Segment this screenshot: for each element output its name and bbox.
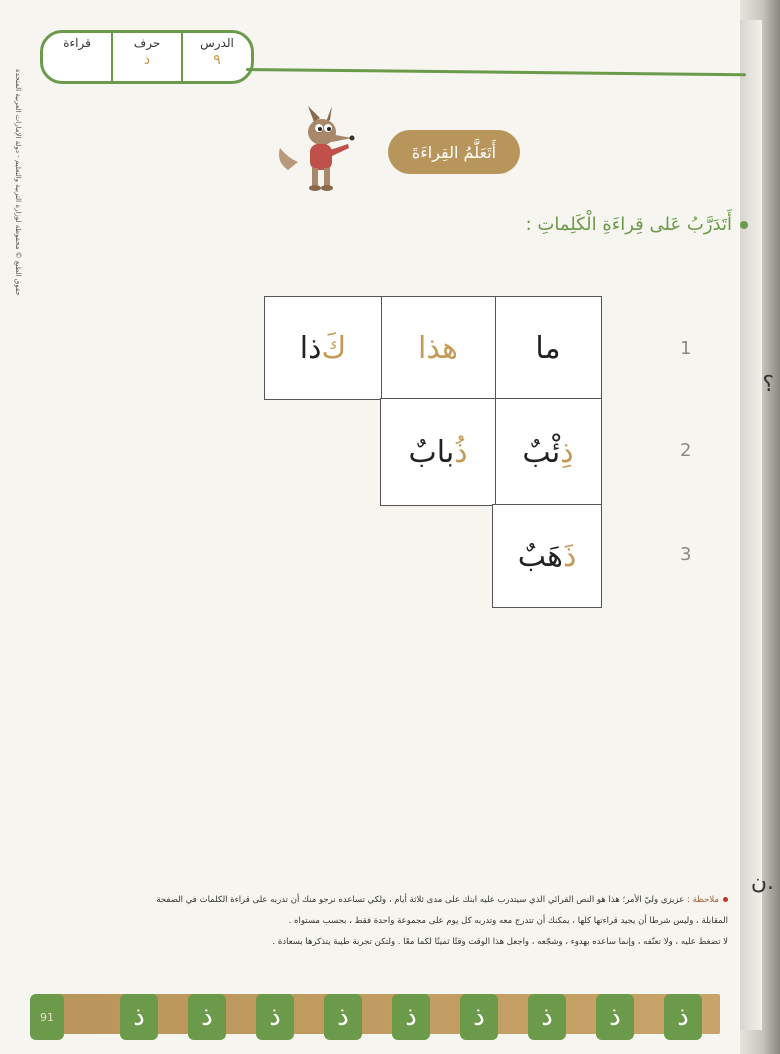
word-cell [492, 504, 602, 608]
word-cell: هذا [380, 296, 496, 400]
note-line-3: لا تضغط عليه ، ولا تعنّفه ، وإنما ساعده بهدوء ، وشجّعه ، واجعل هذا الوقت وقتًا ثمينًا لكما معًا . ولتكن تجربة طيبة يتذكرها بسعادة . [272, 937, 728, 947]
section-title: أَتَعَلَّمُ القِراءَةَ [388, 130, 520, 174]
lesson-header [40, 30, 254, 84]
letter-tile: ذ [528, 994, 566, 1040]
letter-value: ذ [143, 52, 151, 68]
word-letter: ذَ [562, 538, 577, 574]
lesson-cell [181, 33, 251, 81]
word-rest: ئْبٌ [522, 434, 561, 470]
lesson-number: ٩ [213, 52, 221, 68]
word-prefix: ذا [299, 330, 322, 366]
letter-tile: ذ [256, 994, 294, 1040]
note-line-2: المقابلة ، وليس شرطا أن يجيد قراءتها كلها ، يمكنك أن تتدرج معه وتدربه كل يوم على مجموعة واحدة فقط ، بحسب مستواه . [288, 916, 728, 926]
row-number: 1 [680, 338, 692, 359]
instruction-text: أَتَدَرَّبُ عَلى قِراءَةِ الْكَلِماتِ : [525, 214, 732, 235]
word-cell [264, 296, 382, 400]
skill-cell [43, 33, 111, 81]
facing-page-mark: ؟ [762, 372, 774, 397]
word-suffix: كَ [321, 330, 347, 366]
exercise-instruction [526, 214, 748, 235]
word-letter: ذِ [560, 434, 574, 470]
copyright-margin-text: حقوق الطبع © محفوظة لوزارة التربية والتعليم - دولة الإمارات العربية المتحدة [14, 69, 22, 296]
note-text: عزيزي وليّ الأمر؛ هذا هو النص القرائي الذي سيتدرب عليه ابنك على مدى ثلاثة أيام ، ولكي تساعده نرجو منك أن تدربه على قراءة الكلمات في الصفحة [156, 895, 685, 905]
word-cell: ما [494, 296, 602, 400]
letter-cell [111, 33, 181, 81]
facing-page-mark: ن. [750, 870, 774, 895]
note-label: ملاحظة : [687, 895, 719, 905]
bullet-icon [723, 897, 728, 902]
skill-label: قراءة [63, 36, 91, 50]
letter-tile: ذ [664, 994, 702, 1040]
page-number: 91 [30, 994, 64, 1040]
word-cell [494, 398, 602, 506]
letter-label: حرف [133, 36, 161, 50]
row-number: 3 [680, 544, 692, 565]
row-number: 2 [680, 440, 692, 461]
lesson-label: الدرس [200, 36, 234, 50]
word-rest: هَبٌ [517, 538, 563, 574]
fox-mascot-illustration [274, 104, 364, 196]
word-letter: ذُ [454, 434, 468, 470]
letter-tile: ذ [188, 994, 226, 1040]
note-line-1 [108, 890, 728, 911]
letter-tile: ذ [460, 994, 498, 1040]
letter-tile: ذ [120, 994, 158, 1040]
word-rest: بابٌ [408, 434, 455, 470]
header-divider [246, 68, 746, 76]
bullet-icon [740, 221, 748, 229]
letter-tile: ذ [324, 994, 362, 1040]
letter-tile: ذ [392, 994, 430, 1040]
parent-note [108, 890, 728, 953]
letter-tile: ذ [596, 994, 634, 1040]
word-cell [380, 398, 496, 506]
